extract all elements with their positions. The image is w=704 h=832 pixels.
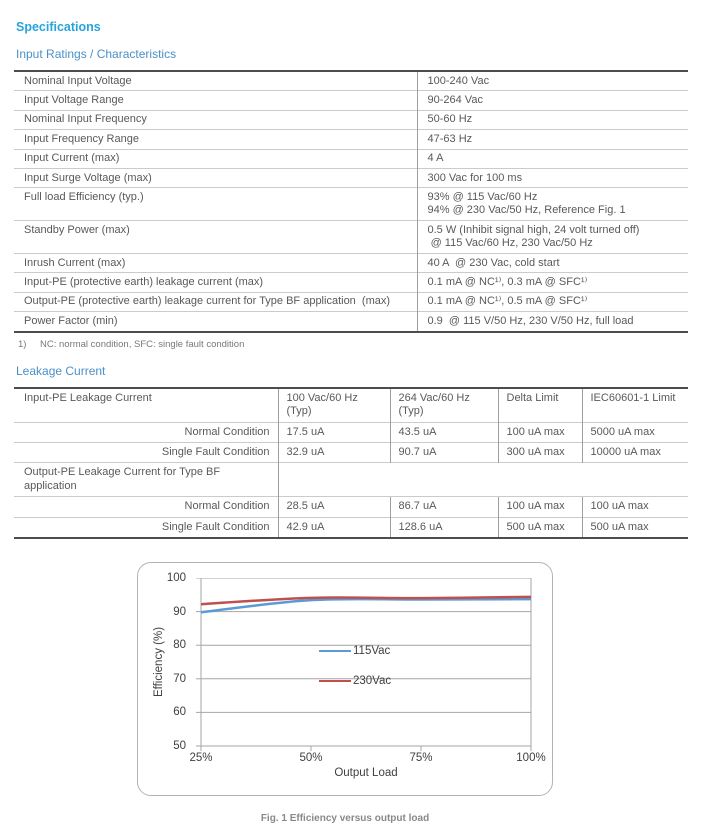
chart-caption-wrap bbox=[137, 808, 553, 826]
y-tick-label: 50 bbox=[173, 739, 186, 752]
table-row bbox=[14, 422, 688, 442]
spec-label: Output-PE (protective earth) leakage current for Type BF application (max) bbox=[14, 292, 417, 311]
spec-value-line: 93% @ 115 Vac/60 Hz bbox=[427, 190, 538, 203]
table-cell: 28.5 uA bbox=[278, 497, 390, 517]
spec-value bbox=[417, 188, 688, 221]
footnote-marker: 1) bbox=[18, 338, 27, 350]
spec-value-line: 47-63 Hz bbox=[427, 132, 473, 145]
table-cell: 86.7 uA bbox=[390, 497, 498, 517]
column-header: Input-PE Leakage Current bbox=[24, 391, 152, 404]
y-tick-label: 70 bbox=[173, 672, 186, 685]
spec-value-line: 0.9 @ 115 V/50 Hz, 230 V/50 Hz, full load bbox=[427, 314, 634, 327]
row-label: Single Fault Condition bbox=[14, 442, 278, 462]
chart-plot-svg bbox=[193, 578, 539, 754]
table-row bbox=[14, 442, 688, 462]
spec-label: Input Frequency Range bbox=[14, 130, 417, 149]
spec-label: Full load Efficiency (typ.) bbox=[14, 188, 417, 221]
table-row bbox=[14, 91, 688, 110]
table-cell: 10000 uA max bbox=[582, 442, 688, 462]
page-title: Specifications bbox=[16, 20, 101, 34]
y-tick-label: 60 bbox=[173, 706, 186, 719]
spec-label: Power Factor (min) bbox=[14, 312, 417, 332]
efficiency-chart bbox=[137, 562, 553, 796]
x-tick-label: 50% bbox=[299, 751, 323, 764]
row-label: Single Fault Condition bbox=[14, 517, 278, 538]
table-cell: 300 uA max bbox=[498, 442, 582, 462]
column-header: 264 Vac/60 Hz (Typ) bbox=[390, 388, 498, 422]
x-tick-label: 75% bbox=[409, 751, 433, 764]
table-cell: 42.9 uA bbox=[278, 517, 390, 538]
spec-label: Input Surge Voltage (max) bbox=[14, 169, 417, 188]
table-cell: 128.6 uA bbox=[390, 517, 498, 538]
table-row bbox=[14, 188, 688, 221]
table-cell: 100 uA max bbox=[582, 497, 688, 517]
spec-value-line: 50-60 Hz bbox=[427, 113, 473, 126]
input-ratings-table-body bbox=[14, 71, 688, 332]
spec-value-line: 4 A bbox=[427, 152, 444, 165]
table-row bbox=[14, 463, 688, 497]
table-cell: 5000 uA max bbox=[582, 422, 688, 442]
spec-value-line: 40 A @ 230 Vac, cold start bbox=[427, 256, 560, 269]
spec-label: Input Current (max) bbox=[14, 149, 417, 168]
column-header: Delta Limit bbox=[498, 388, 582, 422]
spec-label: Nominal Input Frequency bbox=[14, 110, 417, 129]
row-label: Normal Condition bbox=[14, 422, 278, 442]
footnote bbox=[18, 339, 688, 351]
y-tick-label: 100 bbox=[166, 571, 186, 584]
spec-value-line: 0.5 W (Inhibit signal high, 24 volt turned off) bbox=[427, 223, 640, 236]
x-tick-label: 100% bbox=[516, 751, 546, 764]
column-header: IEC60601-1 Limit bbox=[582, 388, 688, 422]
y-tick-label: 80 bbox=[173, 639, 186, 652]
row-label: Normal Condition bbox=[14, 497, 278, 517]
x-axis-label: Output Load bbox=[334, 766, 398, 779]
table-row bbox=[14, 273, 688, 292]
spec-value-line: 100-240 Vac bbox=[427, 74, 490, 87]
table-cell: 500 uA max bbox=[582, 517, 688, 538]
spec-value-line: 0.1 mA @ NC¹⁾, 0.3 mA @ SFC¹⁾ bbox=[427, 275, 588, 288]
spec-value bbox=[417, 149, 688, 168]
table-row bbox=[14, 312, 688, 332]
spec-value-line: 90-264 Vac bbox=[427, 93, 483, 106]
spec-value bbox=[417, 169, 688, 188]
spec-value bbox=[417, 273, 688, 292]
chart-caption: Fig. 1 Efficiency versus output load bbox=[260, 812, 430, 824]
footnote-text: NC: normal condition, SFC: single fault condition bbox=[40, 338, 245, 350]
table-row bbox=[14, 292, 688, 311]
table-row bbox=[14, 149, 688, 168]
spec-value bbox=[417, 254, 688, 273]
spec-value bbox=[417, 110, 688, 129]
spec-value bbox=[417, 91, 688, 110]
spec-value bbox=[417, 292, 688, 311]
table-row bbox=[14, 71, 688, 91]
table-cell: 32.9 uA bbox=[278, 442, 390, 462]
spec-value bbox=[417, 312, 688, 332]
x-tick-label: 25% bbox=[189, 751, 213, 764]
spec-value bbox=[417, 130, 688, 149]
spec-label: Input Voltage Range bbox=[14, 91, 417, 110]
table-cell: 500 uA max bbox=[498, 517, 582, 538]
legend-label: 230Vac bbox=[353, 674, 392, 687]
table-row bbox=[14, 254, 688, 273]
leakage-table bbox=[14, 387, 688, 539]
section-heading-leakage: Leakage Current bbox=[16, 363, 106, 378]
table-row bbox=[14, 130, 688, 149]
spec-value-line: @ 115 Vac/60 Hz, 230 Vac/50 Hz bbox=[427, 237, 593, 250]
legend-label: 115Vac bbox=[353, 644, 391, 657]
spec-label: Nominal Input Voltage bbox=[14, 71, 417, 91]
spec-label: Inrush Current (max) bbox=[14, 254, 417, 273]
table-header-row bbox=[14, 388, 688, 422]
table-row bbox=[14, 110, 688, 129]
spec-value bbox=[417, 221, 688, 254]
spec-value-line: 300 Vac for 100 ms bbox=[427, 171, 523, 184]
table-cell: 100 uA max bbox=[498, 422, 582, 442]
spec-value bbox=[417, 71, 688, 91]
table-cell: 100 uA max bbox=[498, 497, 582, 517]
table-cell: 90.7 uA bbox=[390, 442, 498, 462]
table-row bbox=[14, 169, 688, 188]
table-cell: 17.5 uA bbox=[278, 422, 390, 442]
spec-value-line: 0.1 mA @ NC¹⁾, 0.5 mA @ SFC¹⁾ bbox=[427, 295, 588, 308]
leakage-table-body bbox=[14, 388, 688, 538]
row-label: Output-PE Leakage Current for Type BF application bbox=[14, 463, 278, 497]
table-row bbox=[14, 497, 688, 517]
table-row bbox=[14, 221, 688, 254]
spec-label: Standby Power (max) bbox=[14, 221, 417, 254]
spec-value-line: 94% @ 230 Vac/50 Hz, Reference Fig. 1 bbox=[427, 204, 626, 217]
y-axis-label: Efficiency (%) bbox=[153, 626, 165, 697]
table-row bbox=[14, 517, 688, 538]
spec-label: Input-PE (protective earth) leakage current (max) bbox=[14, 273, 417, 292]
table-cell bbox=[278, 463, 688, 497]
section-heading-input-ratings: Input Ratings / Characteristics bbox=[16, 47, 177, 61]
input-ratings-table bbox=[14, 70, 688, 333]
y-tick-label: 90 bbox=[173, 605, 186, 618]
table-cell: 43.5 uA bbox=[390, 422, 498, 442]
column-header: 100 Vac/60 Hz (Typ) bbox=[278, 388, 390, 422]
